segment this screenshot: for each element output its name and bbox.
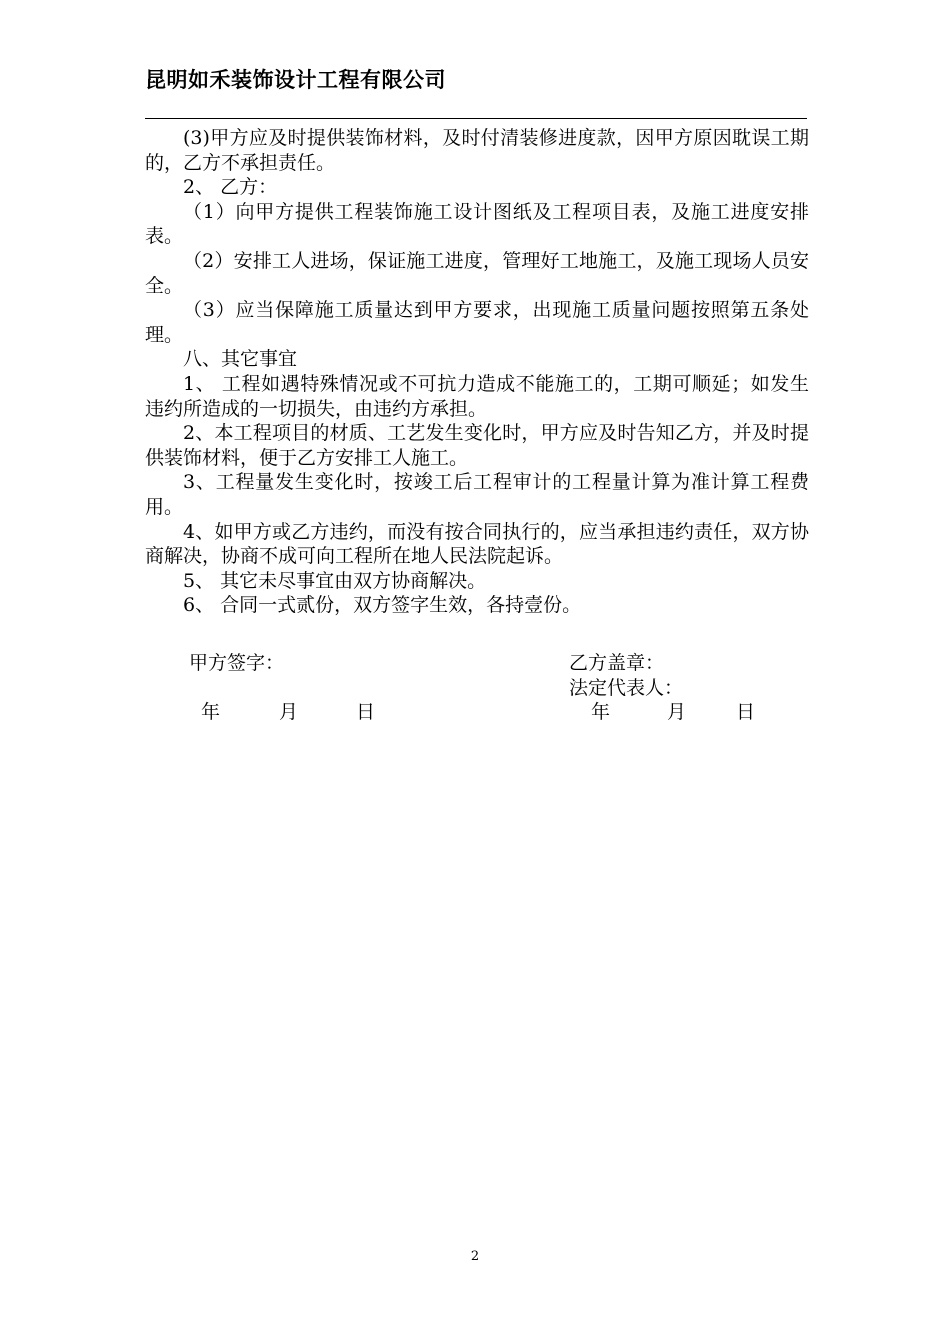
clause-party-b-heading: 2、 乙方：: [183, 176, 278, 199]
party-a-date-year: 年: [201, 701, 221, 723]
clause-party-b-3: （3）应当保障施工质量达到甲方要求，出现施工质量问题按照第五条处理。: [145, 299, 809, 346]
clause-other-5: 5、 其它未尽事宜由双方协商解决。: [183, 569, 487, 592]
clause-other-1: 1、 工程如遇特殊情况或不可抗力造成不能施工的，工期可顺延；如发生违约所造成的一切损失，由违约方承担。: [145, 372, 809, 420]
header-rule: [145, 118, 807, 119]
clause-other-3: 3、工程量发生变化时，按竣工后工程审计的工程量计算为准计算工程费用。: [145, 471, 809, 518]
party-a-signature-label: 甲方签字：: [189, 652, 285, 674]
clause-other-4: 4、如甲方或乙方违约，而没有按合同执行的，应当承担违约责任，双方协商解决，协商不成可向工程所在地人民法院起诉。: [145, 520, 809, 568]
page-number: 2: [470, 1249, 480, 1264]
party-b-date-day: 日: [736, 701, 756, 723]
clause-other-6: 6、 合同一式贰份，双方签字生效，各持壹份。: [183, 594, 582, 617]
clause-other-2: 2、本工程项目的材质、工艺发生变化时，甲方应及时告知乙方，并及时提供装饰材料，便于乙方安排工人施工。: [145, 422, 809, 469]
clause-party-b-2: （2）安排工人进场，保证施工进度，管理好工地施工，及施工现场人员安全。: [145, 249, 809, 297]
company-header: 昆明如禾装饰设计工程有限公司: [145, 68, 446, 92]
party-a-date-month: 月: [279, 701, 299, 723]
party-a-date-day: 日: [356, 701, 376, 723]
clause-party-b-1: （1）向甲方提供工程装饰施工设计图纸及工程项目表，及施工进度安排表。: [145, 200, 809, 248]
clause-party-a-3: (3)甲方应及时提供装饰材料，及时付清装修进度款，因甲方原因耽误工期的，乙方不承担责任。: [145, 127, 809, 174]
section-eight-heading: 八、其它事宜: [183, 348, 298, 371]
party-b-date-month: 月: [667, 701, 687, 723]
legal-representative-label: 法定代表人：: [569, 677, 684, 699]
contract-body: [145, 126, 809, 618]
party-b-seal-label: 乙方盖章：: [569, 652, 665, 674]
party-b-date-year: 年: [591, 701, 611, 723]
